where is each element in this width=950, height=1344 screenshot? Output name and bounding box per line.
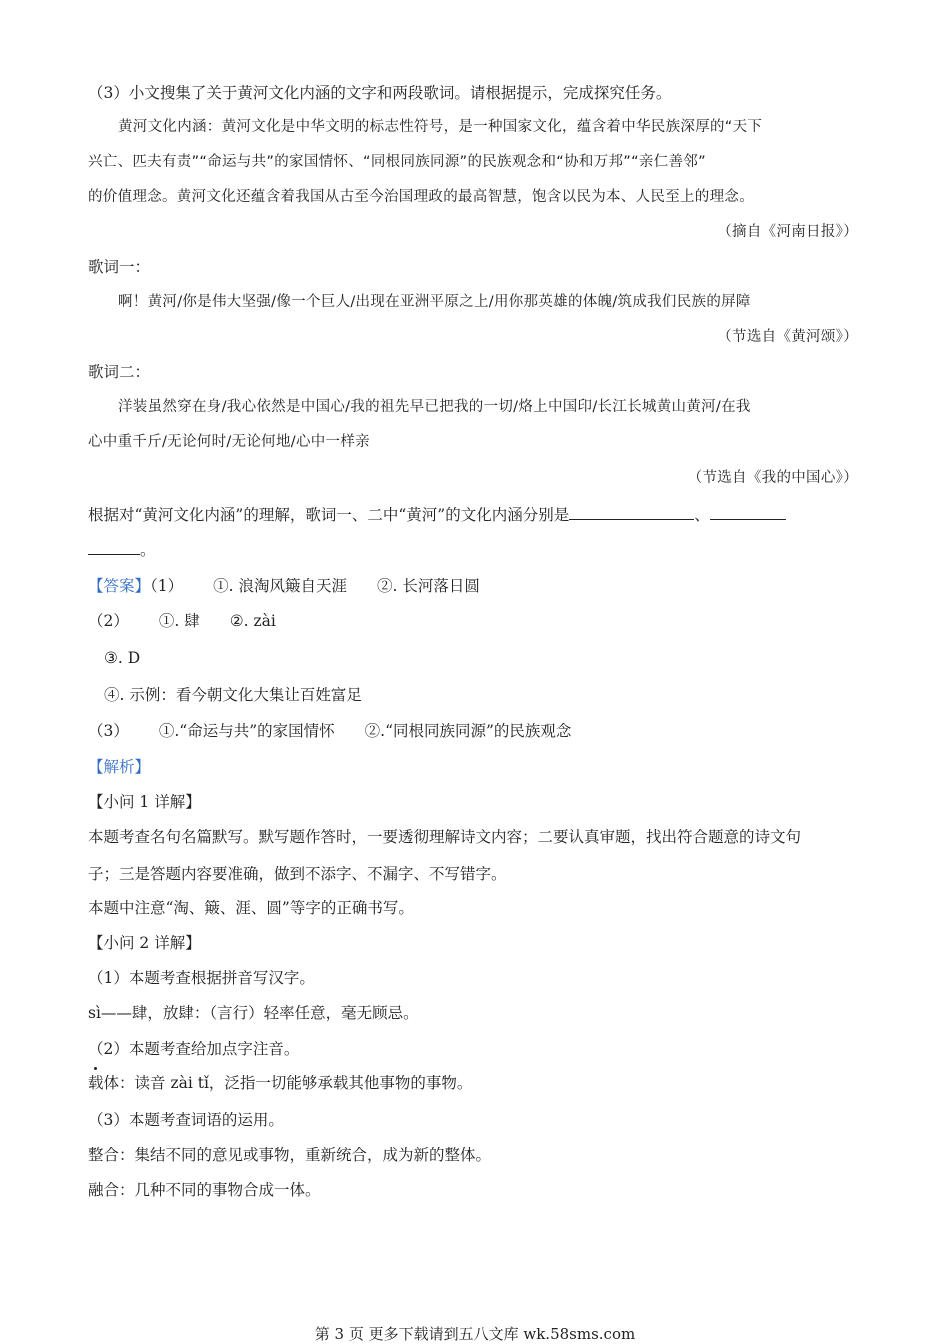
analysis-tag: 【解析】 <box>88 758 151 776</box>
answer-2-part-1: ①. 肆 <box>158 612 200 630</box>
answer-1-num: （1） <box>150 577 184 595</box>
answer-line-3 <box>88 721 571 741</box>
culture-line-3: 的价值理念。黄河文化还蕴含着我国从古至今治国理政的最高智慧，饱含以民为本、人民至上的理念。 <box>88 189 754 205</box>
question-end: 。 <box>140 541 156 559</box>
answer-tag: 【答案】 <box>88 577 151 595</box>
lyric2-label: 歌词二： <box>88 363 151 381</box>
q2-line-4 <box>88 1073 472 1093</box>
question-line-2 <box>88 540 156 560</box>
answer-1-part-2: ②. 长河落日圆 <box>377 577 480 595</box>
answer-3-part-2: ②.“同根同族同源”的民族观念 <box>364 722 572 740</box>
q2-line-3: （2）本题考查给加点字注音。 <box>88 1040 300 1058</box>
question-separator: 、 <box>694 506 710 524</box>
lyric2-line-2: 心中重千斤/无论何时/无论何地/心中一样亲 <box>88 434 370 450</box>
answer-2-part-3: ③. D <box>104 649 141 667</box>
q2-title: 【小问 2 详解】 <box>88 934 201 952</box>
page-footer: 第 3 页 更多下载请到五八文库 wk.58sms.com <box>314 1325 636 1343</box>
answer-blank-2-start <box>710 505 786 520</box>
lyric2-source: （节选自《我的中国心》） <box>687 470 858 486</box>
q2-line-4-text: 体：读音 zài tǐ，泛指一切能够承载其他事物的事物。 <box>103 1074 473 1092</box>
q1-line-1: 本题考查名句名篇默写。默写题作答时，一要透彻理解诗文内容；二要认真审题，找出符合题意的诗文句 <box>88 828 802 846</box>
q2-line-5: （3）本题考查词语的运用。 <box>88 1111 284 1129</box>
answer-2-part-2: ②. zài <box>229 612 276 630</box>
answer-3-num: （3） <box>88 722 129 740</box>
q1-title: 【小问 1 详解】 <box>88 793 201 811</box>
answer-blank-1 <box>569 505 694 520</box>
lyric1-source: （节选自《黄河颂》） <box>717 329 858 345</box>
q1-line-2: 子；三是答题内容要准确，做到不添字、不漏字、不写错字。 <box>88 865 507 883</box>
answer-2-part-4: ④. 示例：看今朝文化大集让百姓富足 <box>104 686 362 704</box>
answer-3-part-1: ①.“命运与共”的家国情怀 <box>158 722 335 740</box>
lyric2-line-1: 洋装虽然穿在身/我心依然是中国心/我的祖先早已把我的一切/烙上中国印/长江长城黄山黄河/在我 <box>118 399 751 415</box>
culture-line-2: 兴亡、匹夫有责”“命运与共”的家国情怀、“同根同族同源”的民族观念和“协和万邦”“亲仁善邻” <box>88 154 706 170</box>
question-text: 根据对“黄河文化内涵”的理解，歌词一、二中“黄河”的文化内涵分别是 <box>88 506 570 524</box>
answer-1-part-1: ①. 浪淘风簸自天涯 <box>213 577 347 595</box>
emphasis-dot-char: 载 <box>88 1074 104 1092</box>
lyric1-text: 啊！黄河/你是伟大坚强/像一个巨人/出现在亚洲平原之上/用你那英雄的体魄/筑成我们民族的屏障 <box>118 294 751 310</box>
culture-line-1: 黄河文化内涵：黄河文化是中华文明的标志性符号，是一种国家文化，蕴含着中华民族深厚的“天下 <box>118 119 763 135</box>
q3-intro: （3）小文搜集了关于黄河文化内涵的文字和两段歌词。请根据提示，完成探究任务。 <box>88 84 672 102</box>
culture-source: （摘自《河南日报》） <box>717 224 858 240</box>
q2-line-1: （1）本题考查根据拼音写汉字。 <box>88 969 315 987</box>
answer-line-1 <box>88 576 480 596</box>
q1-line-3: 本题中注意“淘、簸、涯、圆”等字的正确书写。 <box>88 899 414 917</box>
lyric1-label: 歌词一： <box>88 258 151 276</box>
answer-line-2 <box>88 611 276 631</box>
q2-line-2: sì——肆，放肆：（言行）轻率任意，毫无顾忌。 <box>88 1004 419 1022</box>
answer-blank-2-end <box>88 540 140 555</box>
question-line <box>88 505 786 525</box>
q2-line-6: 整合：集结不同的意见或事物，重新统合，成为新的整体。 <box>88 1146 492 1164</box>
q2-line-7: 融合：几种不同的事物合成一体。 <box>88 1181 321 1199</box>
answer-2-num: （2） <box>88 612 129 630</box>
